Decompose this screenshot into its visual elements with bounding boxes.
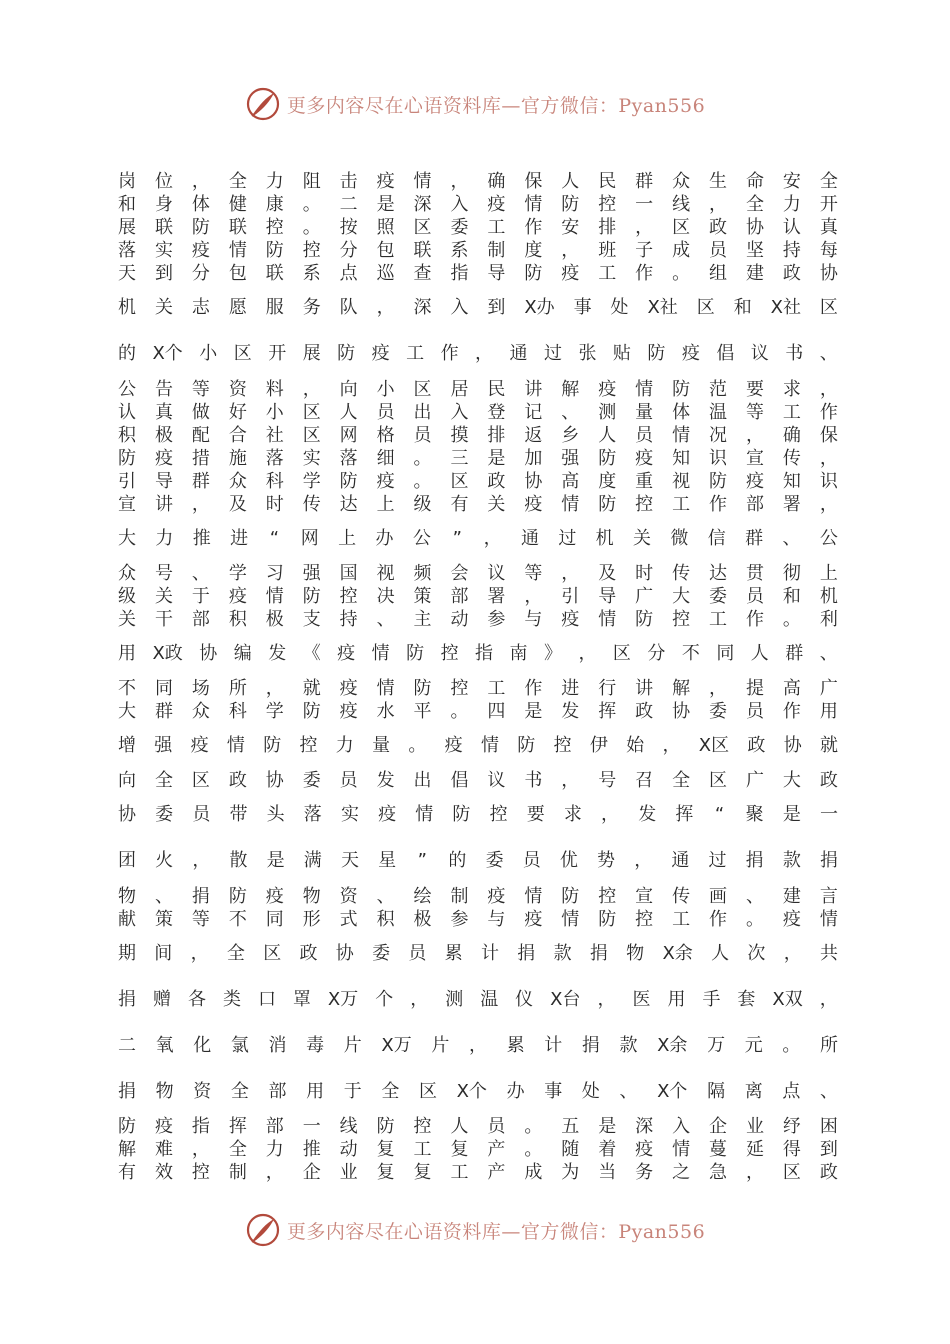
body-text-line: 关 干 部 积 极 支 持 、 主 动 参 与 疫 情 防 控 工 作 。 利 — [118, 609, 838, 630]
body-text-line: 宣 讲 ， 及 时 传 达 上 级 有 关 疫 情 防 控 工 作 部 署 ， — [118, 494, 838, 515]
body-text-line: 认 真 做 好 小 区 人 员 出 入 登 记 、 测 量 体 温 等 工 作 — [118, 402, 838, 423]
body-text-line: 献 策 等 不 同 形 式 积 极 参 与 疫 情 防 控 工 作 。 疫 情 — [118, 909, 838, 930]
footer-banner-text: 更多内容尽在心语资料库—官方微信：Pyan556 — [286, 1220, 706, 1243]
body-text-line: 防 疫 指 挥 部 一 线 防 控 人 员 。 五 是 深 入 企 业 纾 困 — [118, 1116, 838, 1137]
body-text-line: 用 X政 协 编 发 《 疫 情 防 控 指 南 》 ， 区 分 不 同 人 群 、 — [118, 643, 838, 664]
body-text-line: 落 实 疫 情 防 控 分 包 联 系 制 度 ， 班 子 成 员 坚 持 每 — [118, 240, 838, 261]
quill-pen-logo-icon — [245, 1212, 281, 1248]
body-text-line: 公 告 等 资 料 ， 向 小 区 居 民 讲 解 疫 情 防 范 要 求 ， — [118, 379, 838, 400]
footer-banner — [0, 1206, 950, 1254]
body-text-line: 大 力 推 进 “ 网 上 办 公 ” ， 通 过 机 关 微 信 群 、 公 — [118, 528, 838, 549]
body-text-line: 防 疫 措 施 落 实 落 细 。 三 是 加 强 防 疫 知 识 宣 传 ， — [118, 448, 838, 469]
body-text-line: 解 难 ， 全 力 推 动 复 工 复 产 。 随 着 疫 情 蔓 延 得 到 — [118, 1139, 838, 1160]
body-text-line: 引 导 群 众 科 学 防 疫 。 区 政 协 高 度 重 视 防 疫 知 识 — [118, 471, 838, 492]
quill-pen-logo-icon — [245, 86, 281, 122]
body-text-line: 众 号 、 学 习 强 国 视 频 会 议 等 ， 及 时 传 达 贯 彻 上 — [118, 563, 838, 584]
body-text-line: 二 氧 化 氯 消 毒 片 X万 片 ， 累 计 捐 款 X余 万 元 。 所 — [118, 1035, 838, 1056]
body-text-line: 不 同 场 所 ， 就 疫 情 防 控 工 作 进 行 讲 解 ， 提 高 广 — [118, 678, 838, 699]
body-text-line: 协 委 员 带 头 落 实 疫 情 防 控 要 求 ， 发 挥 “ 聚 是 一 — [118, 804, 838, 825]
body-text-line: 有 效 控 制 ， 企 业 复 复 工 产 成 为 当 务 之 急 ， 区 政 — [118, 1162, 838, 1183]
body-text-line: 展 联 防 联 控 。 按 照 区 委 工 作 安 排 ， 区 政 协 认 真 — [118, 217, 838, 238]
body-text-line: 物 、 捐 防 疫 物 资 、 绘 制 疫 情 防 控 宣 传 画 、 建 言 — [118, 886, 838, 907]
body-text-line: 大 群 众 科 学 防 疫 水 平 。 四 是 发 挥 政 协 委 员 作 用 — [118, 701, 838, 722]
body-text-line: 岗 位 ， 全 力 阻 击 疫 情 ， 确 保 人 民 群 众 生 命 安 全 — [118, 171, 838, 192]
body-text-line: 团 火 ， 散 是 满 天 星 ” 的 委 员 优 势 ， 通 过 捐 款 捐 — [118, 850, 838, 871]
body-text-line: 增 强 疫 情 防 控 力 量 。 疫 情 防 控 伊 始 ， X区 政 协 就 — [118, 735, 838, 756]
body-text-line: 期 间 ， 全 区 政 协 委 员 累 计 捐 款 捐 物 X余 人 次 ， 共 — [118, 943, 838, 964]
body-text-line: 天 到 分 包 联 系 点 巡 查 指 导 防 疫 工 作 。 组 建 政 协 — [118, 263, 838, 284]
body-text-line: 级 关 于 疫 情 防 控 决 策 部 署 ， 引 导 广 大 委 员 和 机 — [118, 586, 838, 607]
body-text-line: 捐 赠 各 类 口 罩 X万 个 ， 测 温 仪 X台 ， 医 用 手 套 X双 ， — [118, 989, 838, 1010]
body-text-line: 积 极 配 合 社 区 网 格 员 摸 排 返 乡 人 员 情 况 ， 确 保 — [118, 425, 838, 446]
header-banner-text: 更多内容尽在心语资料库—官方微信：Pyan556 — [286, 94, 706, 117]
body-text-line: 和 身 体 健 康 。 二 是 深 入 疫 情 防 控 一 线 ， 全 力 开 — [118, 194, 838, 215]
header-banner — [0, 80, 950, 128]
body-text-line: 向 全 区 政 协 委 员 发 出 倡 议 书 ， 号 召 全 区 广 大 政 — [118, 770, 838, 791]
body-text-line: 机 关 志 愿 服 务 队 ， 深 入 到 X办 事 处 X社 区 和 X社 区 — [118, 297, 838, 318]
body-text-line: 的 X个 小 区 开 展 防 疫 工 作 ， 通 过 张 贴 防 疫 倡 议 书 、 — [118, 343, 838, 364]
body-text-line: 捐 物 资 全 部 用 于 全 区 X个 办 事 处 、 X个 隔 离 点 、 — [118, 1081, 838, 1102]
